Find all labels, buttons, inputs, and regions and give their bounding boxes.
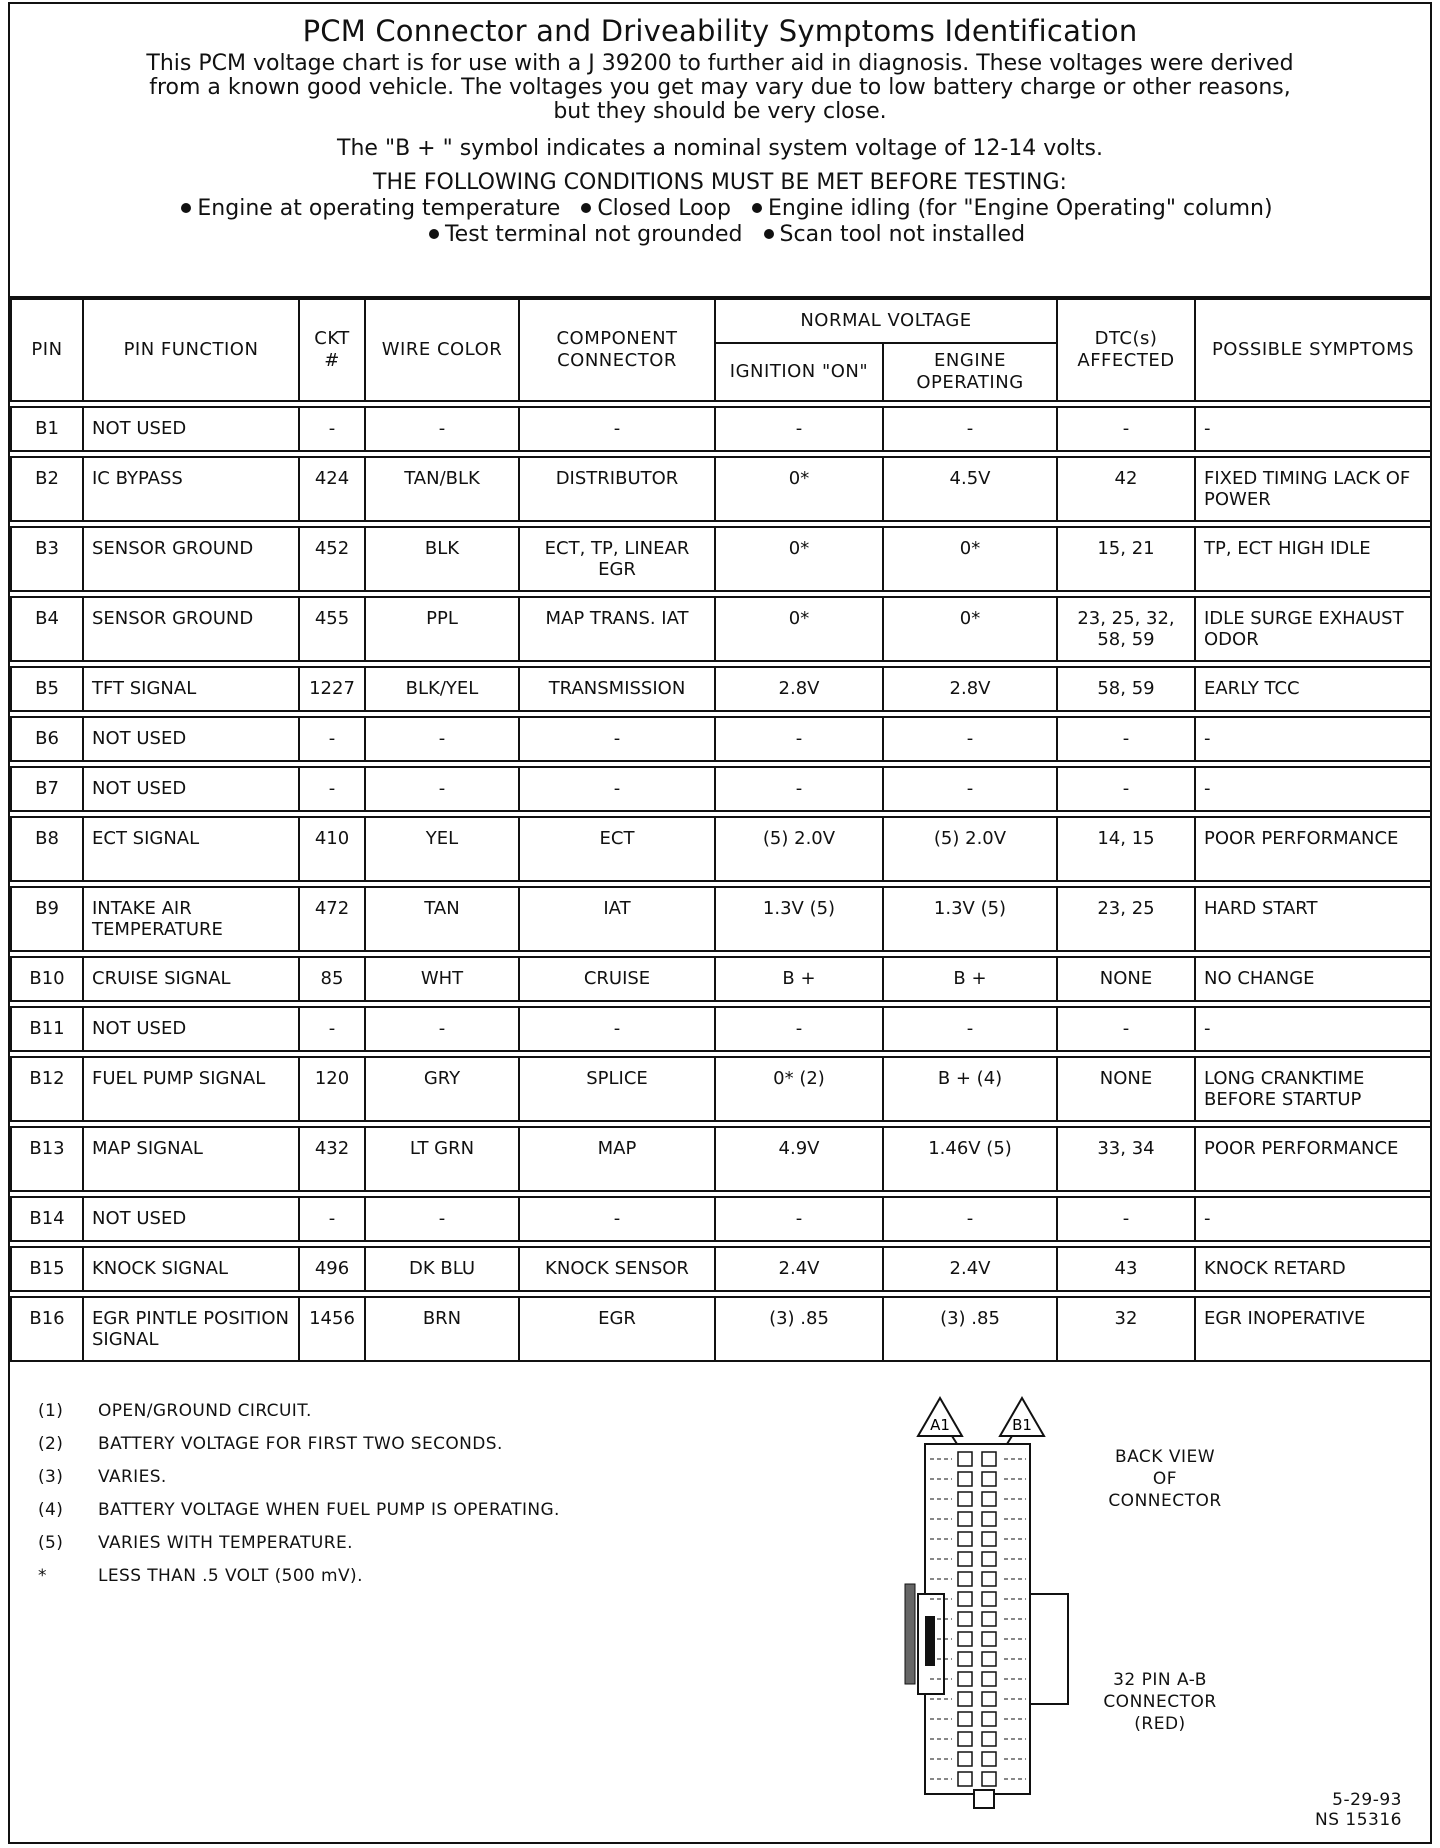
- footnote-text: LESS THAN .5 VOLT (500 mV).: [98, 1565, 363, 1586]
- pin-cavity: [958, 1552, 972, 1566]
- cell-component: ECT, TP, LINEAR EGR: [519, 527, 715, 591]
- pin-cavity: [958, 1632, 972, 1646]
- cell-pin-function: FUEL PUMP SIGNAL: [83, 1057, 299, 1121]
- footnote: [38, 1460, 560, 1493]
- cell-pin-function: SENSOR GROUND: [83, 597, 299, 661]
- cell-wire-color: GRY: [365, 1057, 519, 1121]
- cell-symptoms: POOR PERFORMANCE: [1195, 817, 1431, 881]
- cell-pin: B6: [11, 717, 83, 761]
- cell-pin: B14: [11, 1197, 83, 1241]
- cell-pin-function: INTAKE AIR TEMPERATURE: [83, 887, 299, 951]
- bullet-icon: [764, 229, 774, 239]
- table-row: [11, 717, 1431, 761]
- cell-engine-operating: -: [883, 1197, 1057, 1241]
- cell-pin: B8: [11, 817, 83, 881]
- cell-component: IAT: [519, 887, 715, 951]
- pin-cavity: [982, 1772, 996, 1786]
- intro-line: but they should be very close.: [553, 99, 887, 124]
- cell-wire-color: DK BLU: [365, 1247, 519, 1291]
- table-row: [11, 457, 1431, 521]
- condition-item: Test terminal not grounded: [444, 222, 743, 247]
- footnote-key: *: [38, 1565, 47, 1586]
- cell-ckt: 85: [299, 957, 365, 1001]
- cell-wire-color: WHT: [365, 957, 519, 1001]
- bullet-icon: [181, 203, 191, 213]
- cell-symptoms: -: [1195, 1007, 1431, 1051]
- cell-wire-color: LT GRN: [365, 1127, 519, 1191]
- pin-cavity: [982, 1692, 996, 1706]
- footnote-key: (5): [38, 1532, 64, 1553]
- cell-pin-function: NOT USED: [83, 1007, 299, 1051]
- cell-wire-color: PPL: [365, 597, 519, 661]
- footnote: [38, 1559, 560, 1592]
- pin-cavity: [982, 1572, 996, 1586]
- cell-dtcs: 43: [1057, 1247, 1195, 1291]
- cell-pin-function: SENSOR GROUND: [83, 527, 299, 591]
- bullet-icon: [429, 229, 439, 239]
- conditions-heading: THE FOLLOWING CONDITIONS MUST BE MET BEFORE TESTING:: [373, 170, 1067, 195]
- intro-line: This PCM voltage chart is for use with a J 39200 to further aid in diagnosis. These voltages were derived: [146, 51, 1294, 76]
- a1-label: A1: [930, 1416, 950, 1434]
- cell-engine-operating: -: [883, 767, 1057, 811]
- cell-component: MAP: [519, 1127, 715, 1191]
- cell-ckt: 410: [299, 817, 365, 881]
- col-header-component-connector: COMPONENT CONNECTOR: [519, 299, 715, 401]
- connector-desc-label: 32 PIN A-B CONNECTOR (RED): [1103, 1670, 1217, 1734]
- pin-cavity: [982, 1732, 996, 1746]
- cell-ckt: 1456: [299, 1297, 365, 1361]
- cell-ckt: -: [299, 767, 365, 811]
- footnote-text: BATTERY VOLTAGE WHEN FUEL PUMP IS OPERATING.: [98, 1499, 560, 1520]
- footnotes: [38, 1394, 560, 1592]
- cell-pin-function: MAP SIGNAL: [83, 1127, 299, 1191]
- cell-ignition-on: 0*: [715, 597, 883, 661]
- cell-component: -: [519, 767, 715, 811]
- cell-component: DISTRIBUTOR: [519, 457, 715, 521]
- condition-item: Scan tool not installed: [779, 222, 1026, 247]
- pin-cavity: [982, 1612, 996, 1626]
- cell-pin-function: NOT USED: [83, 767, 299, 811]
- b1-label: B1: [1012, 1416, 1032, 1434]
- table-row: [11, 887, 1431, 951]
- cell-ckt: -: [299, 1007, 365, 1051]
- cell-pin: B15: [11, 1247, 83, 1291]
- cell-ckt: 452: [299, 527, 365, 591]
- footnote-text: OPEN/GROUND CIRCUIT.: [98, 1400, 312, 1421]
- connector-diagram: [890, 1384, 1290, 1824]
- cell-pin: B5: [11, 667, 83, 711]
- cell-ignition-on: (3) .85: [715, 1297, 883, 1361]
- conditions-line-2: [10, 222, 1430, 248]
- conditions-line-1: [10, 196, 1430, 222]
- pin-cavity: [982, 1492, 996, 1506]
- pin-table: [10, 298, 1432, 1362]
- pin-cavity: [958, 1652, 972, 1666]
- footnote: [38, 1493, 560, 1526]
- cell-ignition-on: -: [715, 767, 883, 811]
- cell-pin: B12: [11, 1057, 83, 1121]
- bullet-icon: [752, 203, 762, 213]
- connector-latch: [1030, 1594, 1068, 1704]
- cell-pin: B13: [11, 1127, 83, 1191]
- cell-pin: B1: [11, 407, 83, 451]
- cell-dtcs: -: [1057, 1007, 1195, 1051]
- cell-ignition-on: (5) 2.0V: [715, 817, 883, 881]
- cell-pin-function: CRUISE SIGNAL: [83, 957, 299, 1001]
- footnote-key: (4): [38, 1499, 64, 1520]
- cell-symptoms: -: [1195, 407, 1431, 451]
- cell-pin-function: NOT USED: [83, 1197, 299, 1241]
- pin-cavity: [958, 1452, 972, 1466]
- cell-engine-operating: 2.8V: [883, 667, 1057, 711]
- cell-component: -: [519, 1197, 715, 1241]
- document-reference: [1315, 1790, 1402, 1830]
- pin-cavity: [958, 1752, 972, 1766]
- pin-cavity: [982, 1512, 996, 1526]
- table-row: [11, 527, 1431, 591]
- cell-pin-function: IC BYPASS: [83, 457, 299, 521]
- table-row: [11, 1297, 1431, 1361]
- cell-engine-operating: 0*: [883, 597, 1057, 661]
- cell-ignition-on: 0*: [715, 527, 883, 591]
- table-row: [11, 767, 1431, 811]
- cell-wire-color: TAN/BLK: [365, 457, 519, 521]
- cell-component: KNOCK SENSOR: [519, 1247, 715, 1291]
- cell-component: TRANSMISSION: [519, 667, 715, 711]
- pin-cavity: [958, 1732, 972, 1746]
- cell-component: -: [519, 717, 715, 761]
- cell-ckt: 432: [299, 1127, 365, 1191]
- col-header-wire-color: WIRE COLOR: [365, 299, 519, 401]
- cell-wire-color: BRN: [365, 1297, 519, 1361]
- cell-symptoms: LONG CRANKTIME BEFORE STARTUP: [1195, 1057, 1431, 1121]
- footnote-key: (3): [38, 1466, 64, 1487]
- cell-engine-operating: -: [883, 717, 1057, 761]
- table-row: [11, 407, 1431, 451]
- footnote-key: (2): [38, 1433, 64, 1454]
- cell-component: ECT: [519, 817, 715, 881]
- cell-symptoms: EGR INOPERATIVE: [1195, 1297, 1431, 1361]
- cell-pin: B10: [11, 957, 83, 1001]
- pin-cavity: [958, 1472, 972, 1486]
- cell-engine-operating: 4.5V: [883, 457, 1057, 521]
- cell-symptoms: POOR PERFORMANCE: [1195, 1127, 1431, 1191]
- cell-symptoms: TP, ECT HIGH IDLE: [1195, 527, 1431, 591]
- cell-component: -: [519, 1007, 715, 1051]
- table-row: [11, 817, 1431, 881]
- table-row: [11, 597, 1431, 661]
- pin-cavity: [958, 1672, 972, 1686]
- cell-component: EGR: [519, 1297, 715, 1361]
- cell-wire-color: BLK: [365, 527, 519, 591]
- cell-pin: B4: [11, 597, 83, 661]
- cell-ckt: 424: [299, 457, 365, 521]
- cell-dtcs: 42: [1057, 457, 1195, 521]
- pin-cavity: [958, 1692, 972, 1706]
- cell-wire-color: TAN: [365, 887, 519, 951]
- cell-engine-operating: B + (4): [883, 1057, 1057, 1121]
- pin-cavity: [982, 1592, 996, 1606]
- pin-cavity: [982, 1452, 996, 1466]
- cell-dtcs: 14, 15: [1057, 817, 1195, 881]
- col-header-engine-operating: ENGINE OPERATING: [883, 343, 1057, 401]
- cell-dtcs: NONE: [1057, 957, 1195, 1001]
- cell-dtcs: -: [1057, 407, 1195, 451]
- cell-dtcs: 15, 21: [1057, 527, 1195, 591]
- table-row: [11, 1127, 1431, 1191]
- cell-dtcs: -: [1057, 767, 1195, 811]
- pin-cavity: [982, 1652, 996, 1666]
- cell-symptoms: HARD START: [1195, 887, 1431, 951]
- col-header-normal-voltage: NORMAL VOLTAGE: [715, 299, 1057, 343]
- cell-engine-operating: (3) .85: [883, 1297, 1057, 1361]
- col-header-possible-symptoms: POSSIBLE SYMPTOMS: [1195, 299, 1431, 401]
- cell-wire-color: YEL: [365, 817, 519, 881]
- cell-engine-operating: 1.46V (5): [883, 1127, 1057, 1191]
- cell-ignition-on: 2.8V: [715, 667, 883, 711]
- table-row: [11, 1057, 1431, 1121]
- pin-cavity: [982, 1472, 996, 1486]
- pin-cavity: [958, 1512, 972, 1526]
- cell-component: SPLICE: [519, 1057, 715, 1121]
- cell-component: CRUISE: [519, 957, 715, 1001]
- pin-cavity: [958, 1712, 972, 1726]
- cell-engine-operating: -: [883, 407, 1057, 451]
- doc-date: 5-29-93: [1332, 1790, 1402, 1810]
- cell-ignition-on: 2.4V: [715, 1247, 883, 1291]
- cell-pin-function: EGR PINTLE POSITION SIGNAL: [83, 1297, 299, 1361]
- cell-engine-operating: 1.3V (5): [883, 887, 1057, 951]
- pin-cavity: [958, 1492, 972, 1506]
- table-row: [11, 1007, 1431, 1051]
- pin-cavity: [958, 1532, 972, 1546]
- cell-symptoms: -: [1195, 1197, 1431, 1241]
- pin-table-body: [11, 401, 1431, 1361]
- intro-text: [60, 52, 1380, 124]
- cell-component: -: [519, 407, 715, 451]
- cell-pin: B11: [11, 1007, 83, 1051]
- cell-pin-function: NOT USED: [83, 717, 299, 761]
- condition-item: Closed Loop: [597, 196, 731, 221]
- cell-ignition-on: -: [715, 717, 883, 761]
- cell-dtcs: 32: [1057, 1297, 1195, 1361]
- cell-engine-operating: 0*: [883, 527, 1057, 591]
- cell-ckt: 1227: [299, 667, 365, 711]
- cell-pin-function: ECT SIGNAL: [83, 817, 299, 881]
- cell-pin-function: TFT SIGNAL: [83, 667, 299, 711]
- footnote-text: BATTERY VOLTAGE FOR FIRST TWO SECONDS.: [98, 1433, 503, 1454]
- table-row: [11, 1197, 1431, 1241]
- table-row: [11, 1247, 1431, 1291]
- cell-ignition-on: -: [715, 1197, 883, 1241]
- intro-line: from a known good vehicle. The voltages you get may vary due to low battery charge or other reasons,: [149, 75, 1291, 100]
- footnote: [38, 1394, 560, 1427]
- cell-ignition-on: 0*: [715, 457, 883, 521]
- footnote: [38, 1526, 560, 1559]
- cell-ckt: -: [299, 407, 365, 451]
- cell-dtcs: 23, 25: [1057, 887, 1195, 951]
- cell-wire-color: BLK/YEL: [365, 667, 519, 711]
- cell-wire-color: -: [365, 717, 519, 761]
- cell-symptoms: EARLY TCC: [1195, 667, 1431, 711]
- connector-drawing: [890, 1384, 1290, 1824]
- footnote-key: (1): [38, 1400, 64, 1421]
- connector-foot: [974, 1790, 994, 1808]
- cell-symptoms: -: [1195, 767, 1431, 811]
- col-header-pin-function: PIN FUNCTION: [83, 299, 299, 401]
- cell-symptoms: IDLE SURGE EXHAUST ODOR: [1195, 597, 1431, 661]
- cell-ckt: 120: [299, 1057, 365, 1121]
- cell-ckt: -: [299, 1197, 365, 1241]
- cell-ignition-on: 1.3V (5): [715, 887, 883, 951]
- bullet-icon: [581, 203, 591, 213]
- pin-cavity: [982, 1672, 996, 1686]
- cell-wire-color: -: [365, 1197, 519, 1241]
- cell-pin: B7: [11, 767, 83, 811]
- cell-dtcs: 23, 25, 32, 58, 59: [1057, 597, 1195, 661]
- footnote-text: VARIES.: [98, 1466, 167, 1487]
- footnote-text: VARIES WITH TEMPERATURE.: [98, 1532, 353, 1553]
- cell-ignition-on: B +: [715, 957, 883, 1001]
- cell-symptoms: KNOCK RETARD: [1195, 1247, 1431, 1291]
- cell-dtcs: 33, 34: [1057, 1127, 1195, 1191]
- cell-engine-operating: (5) 2.0V: [883, 817, 1057, 881]
- pin-cavity: [982, 1552, 996, 1566]
- cell-engine-operating: -: [883, 1007, 1057, 1051]
- cell-engine-operating: B +: [883, 957, 1057, 1001]
- doc-code: NS 15316: [1315, 1810, 1402, 1830]
- cell-symptoms: FIXED TIMING LACK OF POWER: [1195, 457, 1431, 521]
- cell-ckt: -: [299, 717, 365, 761]
- pin-cavity: [958, 1572, 972, 1586]
- cell-wire-color: -: [365, 767, 519, 811]
- cell-engine-operating: 2.4V: [883, 1247, 1057, 1291]
- condition-item: Engine at operating temperature: [197, 196, 561, 221]
- cell-pin: B3: [11, 527, 83, 591]
- cell-pin-function: KNOCK SIGNAL: [83, 1247, 299, 1291]
- cell-ckt: 455: [299, 597, 365, 661]
- cell-dtcs: -: [1057, 717, 1195, 761]
- cell-wire-color: -: [365, 407, 519, 451]
- col-header-ignition-on: IGNITION "ON": [715, 343, 883, 401]
- connector-lock-tab: [905, 1584, 915, 1684]
- pin-cavity: [982, 1532, 996, 1546]
- cell-ignition-on: -: [715, 1007, 883, 1051]
- cell-symptoms: NO CHANGE: [1195, 957, 1431, 1001]
- cell-dtcs: -: [1057, 1197, 1195, 1241]
- page-title: PCM Connector and Driveability Symptoms Identification: [302, 14, 1138, 48]
- condition-item: Engine idling (for "Engine Operating" column): [767, 196, 1273, 221]
- cell-dtcs: NONE: [1057, 1057, 1195, 1121]
- pin-cavity: [982, 1632, 996, 1646]
- back-view-label: BACK VIEW OF CONNECTOR: [1108, 1447, 1222, 1511]
- cell-dtcs: 58, 59: [1057, 667, 1195, 711]
- document-frame: [8, 2, 1432, 1844]
- bplus-note: The "B + " symbol indicates a nominal system voltage of 12-14 volts.: [337, 136, 1103, 161]
- table-row: [11, 957, 1431, 1001]
- header: [10, 4, 1430, 298]
- cell-ckt: 472: [299, 887, 365, 951]
- cell-pin: B16: [11, 1297, 83, 1361]
- pin-cavity: [958, 1592, 972, 1606]
- cell-symptoms: -: [1195, 717, 1431, 761]
- cell-pin: B2: [11, 457, 83, 521]
- col-header-dtcs-affected: DTC(s) AFFECTED: [1057, 299, 1195, 401]
- cell-pin: B9: [11, 887, 83, 951]
- cell-ignition-on: -: [715, 407, 883, 451]
- cell-wire-color: -: [365, 1007, 519, 1051]
- pin-cavity: [958, 1612, 972, 1626]
- col-header-pin: PIN: [11, 299, 83, 401]
- footnote: [38, 1427, 560, 1460]
- col-header-ckt: CKT #: [299, 299, 365, 401]
- table-row: [11, 667, 1431, 711]
- cell-ckt: 496: [299, 1247, 365, 1291]
- pin-cavity: [982, 1712, 996, 1726]
- cell-ignition-on: 0* (2): [715, 1057, 883, 1121]
- pin-cavity: [958, 1772, 972, 1786]
- cell-component: MAP TRANS. IAT: [519, 597, 715, 661]
- cell-pin-function: NOT USED: [83, 407, 299, 451]
- pin-cavity: [982, 1752, 996, 1766]
- cell-ignition-on: 4.9V: [715, 1127, 883, 1191]
